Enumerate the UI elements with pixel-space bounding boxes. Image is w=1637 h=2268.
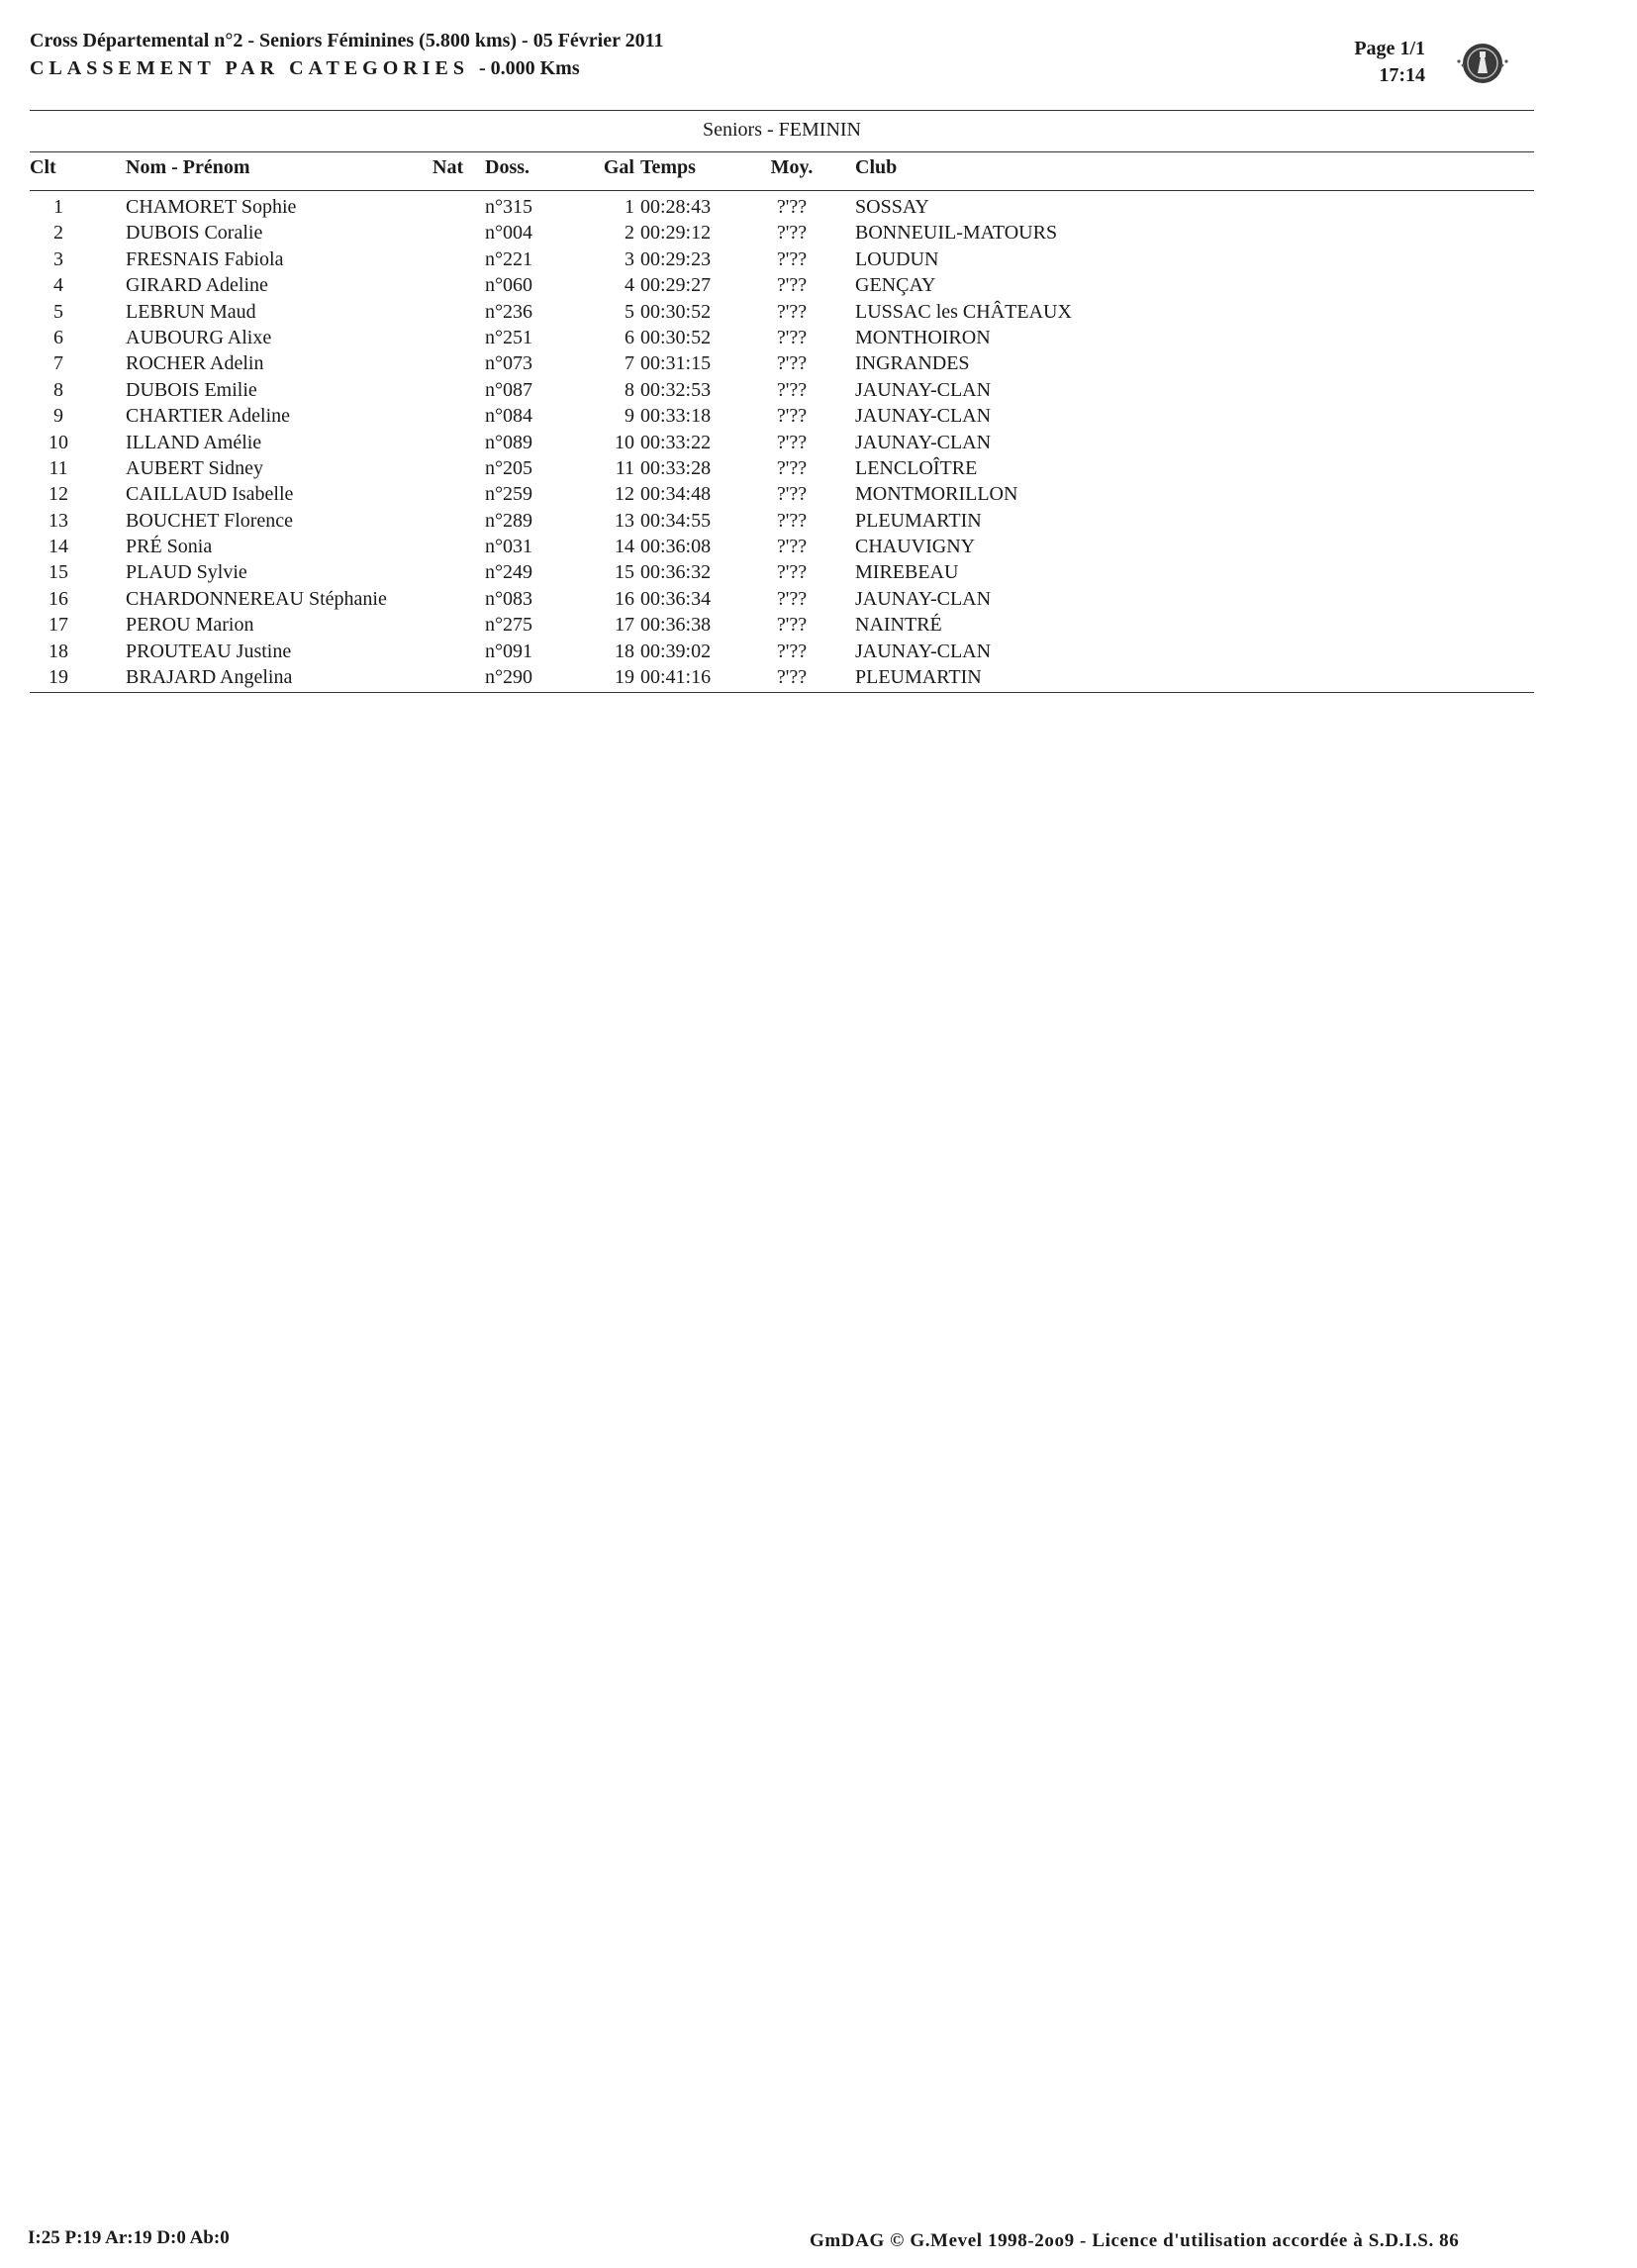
col-gal: Gal bbox=[603, 156, 634, 178]
row-doss: n°031 bbox=[485, 536, 532, 558]
row-club: LENCLOÎTRE bbox=[855, 456, 978, 479]
table-header bbox=[0, 156, 1637, 184]
row-moy: ?'?? bbox=[776, 274, 808, 297]
row-temps: 00:34:55 bbox=[640, 509, 712, 532]
row-temps: 00:29:23 bbox=[640, 247, 712, 270]
row-gal: 19 bbox=[615, 666, 634, 689]
row-gal: 12 bbox=[615, 483, 634, 506]
table-row bbox=[0, 586, 1637, 612]
row-temps: 00:36:34 bbox=[640, 587, 712, 610]
row-temps: 00:34:48 bbox=[640, 483, 712, 506]
row-clt: 15 bbox=[48, 561, 68, 584]
row-gal: 18 bbox=[615, 640, 634, 662]
row-club: MIREBEAU bbox=[855, 561, 959, 584]
row-moy: ?'?? bbox=[776, 456, 808, 479]
table-row bbox=[0, 220, 1637, 246]
col-moy: Moy. bbox=[770, 156, 814, 178]
row-name: FRESNAIS Fabiola bbox=[126, 247, 284, 270]
row-name: CHARDONNEREAU Stéphanie bbox=[126, 587, 387, 610]
row-moy: ?'?? bbox=[776, 196, 808, 218]
row-clt: 8 bbox=[53, 378, 63, 401]
table-row bbox=[0, 350, 1637, 376]
row-gal: 16 bbox=[615, 587, 634, 610]
row-temps: 00:33:22 bbox=[640, 431, 712, 453]
row-clt: 10 bbox=[48, 431, 68, 453]
row-doss: n°087 bbox=[485, 378, 532, 401]
row-temps: 00:30:52 bbox=[640, 326, 712, 348]
row-clt: 1 bbox=[53, 196, 63, 218]
col-clt: Clt bbox=[30, 156, 56, 178]
row-name: GIRARD Adeline bbox=[126, 274, 268, 297]
col-doss: Doss. bbox=[485, 156, 530, 178]
row-clt: 6 bbox=[53, 326, 63, 348]
row-name: CAILLAUD Isabelle bbox=[126, 483, 294, 506]
row-clt: 3 bbox=[53, 247, 63, 270]
row-name: CHAMORET Sophie bbox=[126, 196, 297, 218]
row-gal: 5 bbox=[625, 300, 634, 323]
row-club: PLEUMARTIN bbox=[855, 666, 982, 689]
row-name: PLAUD Sylvie bbox=[126, 561, 247, 584]
row-doss: n°073 bbox=[485, 352, 532, 375]
row-name: DUBOIS Coralie bbox=[126, 222, 263, 245]
table-bottom-rule bbox=[30, 692, 1534, 693]
results-table-body bbox=[0, 194, 1637, 690]
row-club: GENÇAY bbox=[855, 274, 936, 297]
row-name: ROCHER Adelin bbox=[126, 352, 264, 375]
row-doss: n°259 bbox=[485, 483, 532, 506]
row-doss: n°004 bbox=[485, 222, 532, 245]
row-name: LEBRUN Maud bbox=[126, 300, 256, 323]
row-name: DUBOIS Emilie bbox=[126, 378, 257, 401]
row-gal: 10 bbox=[615, 431, 634, 453]
row-clt: 12 bbox=[48, 483, 68, 506]
row-club: LOUDUN bbox=[855, 247, 939, 270]
row-club: SOSSAY bbox=[855, 196, 929, 218]
header-rule bbox=[30, 110, 1534, 111]
row-clt: 5 bbox=[53, 300, 63, 323]
page-info bbox=[1306, 36, 1425, 89]
row-gal: 13 bbox=[615, 509, 634, 532]
table-row bbox=[0, 559, 1637, 585]
row-club: NAINTRÉ bbox=[855, 614, 942, 637]
row-moy: ?'?? bbox=[776, 405, 808, 428]
row-moy: ?'?? bbox=[776, 614, 808, 637]
row-temps: 00:41:16 bbox=[640, 666, 712, 689]
row-temps: 00:33:18 bbox=[640, 405, 712, 428]
footer-copyright: GmDAG © G.Mevel 1998-2oo9 - Licence d'utilisation accordée à S.D.I.S. 86 bbox=[810, 2230, 1460, 2251]
row-doss: n°089 bbox=[485, 431, 532, 453]
row-club: CHAUVIGNY bbox=[855, 536, 976, 558]
row-temps: 00:36:32 bbox=[640, 561, 712, 584]
col-name: Nom - Prénom bbox=[126, 156, 250, 178]
table-row bbox=[0, 194, 1637, 220]
row-temps: 00:31:15 bbox=[640, 352, 712, 375]
row-moy: ?'?? bbox=[776, 561, 808, 584]
row-moy: ?'?? bbox=[776, 587, 808, 610]
row-doss: n°290 bbox=[485, 666, 532, 689]
row-clt: 18 bbox=[48, 640, 68, 662]
table-row bbox=[0, 481, 1637, 507]
table-row bbox=[0, 377, 1637, 403]
table-row bbox=[0, 639, 1637, 664]
row-gal: 1 bbox=[625, 196, 634, 218]
table-row bbox=[0, 430, 1637, 455]
row-club: PLEUMARTIN bbox=[855, 509, 982, 532]
row-temps: 00:28:43 bbox=[640, 196, 712, 218]
row-temps: 00:29:27 bbox=[640, 274, 712, 297]
row-moy: ?'?? bbox=[776, 222, 808, 245]
row-club: JAUNAY-CLAN bbox=[855, 640, 992, 662]
row-clt: 2 bbox=[53, 222, 63, 245]
row-gal: 17 bbox=[615, 614, 634, 637]
footer-stats: I:25 P:19 Ar:19 D:0 Ab:0 bbox=[28, 2227, 230, 2248]
row-doss: n°084 bbox=[485, 405, 532, 428]
table-row bbox=[0, 612, 1637, 638]
row-moy: ?'?? bbox=[776, 352, 808, 375]
row-doss: n°289 bbox=[485, 509, 532, 532]
row-moy: ?'?? bbox=[776, 483, 808, 506]
table-row bbox=[0, 299, 1637, 325]
row-doss: n°251 bbox=[485, 326, 532, 348]
row-club: MONTMORILLON bbox=[855, 483, 1018, 506]
category-title: Seniors - FEMININ bbox=[703, 119, 861, 141]
table-row bbox=[0, 247, 1637, 272]
row-moy: ?'?? bbox=[776, 666, 808, 689]
row-name: AUBERT Sidney bbox=[126, 456, 263, 479]
row-doss: n°221 bbox=[485, 247, 532, 270]
row-gal: 4 bbox=[625, 274, 634, 297]
row-gal: 2 bbox=[625, 222, 634, 245]
row-moy: ?'?? bbox=[776, 536, 808, 558]
row-name: PEROU Marion bbox=[126, 614, 254, 637]
row-clt: 16 bbox=[48, 587, 68, 610]
row-name: ILLAND Amélie bbox=[126, 431, 262, 453]
row-moy: ?'?? bbox=[776, 431, 808, 453]
row-doss: n°083 bbox=[485, 587, 532, 610]
row-temps: 00:29:12 bbox=[640, 222, 712, 245]
row-temps: 00:39:02 bbox=[640, 640, 712, 662]
row-moy: ?'?? bbox=[776, 300, 808, 323]
category-rule bbox=[30, 151, 1534, 152]
row-name: BOUCHET Florence bbox=[126, 509, 294, 532]
col-temps: Temps bbox=[640, 156, 696, 178]
row-gal: 7 bbox=[625, 352, 634, 375]
row-temps: 00:36:38 bbox=[640, 614, 712, 637]
row-gal: 9 bbox=[625, 405, 634, 428]
row-gal: 8 bbox=[625, 378, 634, 401]
row-club: MONTHOIRON bbox=[855, 326, 991, 348]
table-row bbox=[0, 534, 1637, 559]
row-gal: 15 bbox=[615, 561, 634, 584]
ranking-subtitle bbox=[30, 57, 580, 80]
row-club: BONNEUIL-MATOURS bbox=[855, 222, 1058, 245]
row-doss: n°205 bbox=[485, 456, 532, 479]
row-clt: 4 bbox=[53, 274, 63, 297]
subtitle-main: CLASSEMENT PAR CATEGORIES bbox=[30, 57, 469, 79]
row-moy: ?'?? bbox=[776, 326, 808, 348]
table-row bbox=[0, 272, 1637, 298]
row-club: LUSSAC les CHÂTEAUX bbox=[855, 300, 1072, 323]
row-name: BRAJARD Angelina bbox=[126, 666, 293, 689]
table-row bbox=[0, 664, 1637, 690]
row-club: JAUNAY-CLAN bbox=[855, 587, 992, 610]
row-moy: ?'?? bbox=[776, 640, 808, 662]
row-temps: 00:30:52 bbox=[640, 300, 712, 323]
row-club: JAUNAY-CLAN bbox=[855, 431, 992, 453]
row-moy: ?'?? bbox=[776, 378, 808, 401]
table-row bbox=[0, 455, 1637, 481]
table-row bbox=[0, 403, 1637, 429]
row-clt: 13 bbox=[48, 509, 68, 532]
row-clt: 19 bbox=[48, 666, 68, 689]
table-row bbox=[0, 325, 1637, 350]
row-club: INGRANDES bbox=[855, 352, 970, 375]
row-moy: ?'?? bbox=[776, 247, 808, 270]
row-clt: 9 bbox=[53, 405, 63, 428]
row-club: JAUNAY-CLAN bbox=[855, 405, 992, 428]
row-doss: n°249 bbox=[485, 561, 532, 584]
row-temps: 00:36:08 bbox=[640, 536, 712, 558]
row-name: PROUTEAU Justine bbox=[126, 640, 292, 662]
row-doss: n°275 bbox=[485, 614, 532, 637]
row-clt: 17 bbox=[48, 614, 68, 637]
row-temps: 00:32:53 bbox=[640, 378, 712, 401]
table-row bbox=[0, 508, 1637, 534]
row-clt: 7 bbox=[53, 352, 63, 375]
row-doss: n°315 bbox=[485, 196, 532, 218]
event-title: Cross Départemental n°2 - Seniors Féminines (5.800 kms) - 05 Février 2011 bbox=[30, 30, 664, 51]
row-doss: n°091 bbox=[485, 640, 532, 662]
row-name: AUBOURG Alixe bbox=[126, 326, 272, 348]
row-doss: n°060 bbox=[485, 274, 532, 297]
row-gal: 14 bbox=[615, 536, 634, 558]
sdis-emblem-icon bbox=[1453, 36, 1512, 91]
page-number: Page 1/1 bbox=[1354, 38, 1425, 59]
row-temps: 00:33:28 bbox=[640, 456, 712, 479]
row-clt: 11 bbox=[48, 456, 68, 479]
print-time: 17:14 bbox=[1379, 64, 1425, 86]
row-doss: n°236 bbox=[485, 300, 532, 323]
row-clt: 14 bbox=[48, 536, 68, 558]
row-name: CHARTIER Adeline bbox=[126, 405, 291, 428]
subtitle-distance: - 0.000 Kms bbox=[478, 57, 580, 79]
col-club: Club bbox=[855, 156, 898, 178]
row-name: PRÉ Sonia bbox=[126, 536, 213, 558]
table-header-rule bbox=[30, 190, 1534, 191]
row-gal: 6 bbox=[625, 326, 634, 348]
row-gal: 3 bbox=[625, 247, 634, 270]
row-moy: ?'?? bbox=[776, 509, 808, 532]
col-nat: Nat bbox=[433, 156, 464, 178]
row-gal: 11 bbox=[615, 456, 634, 479]
row-club: JAUNAY-CLAN bbox=[855, 378, 992, 401]
